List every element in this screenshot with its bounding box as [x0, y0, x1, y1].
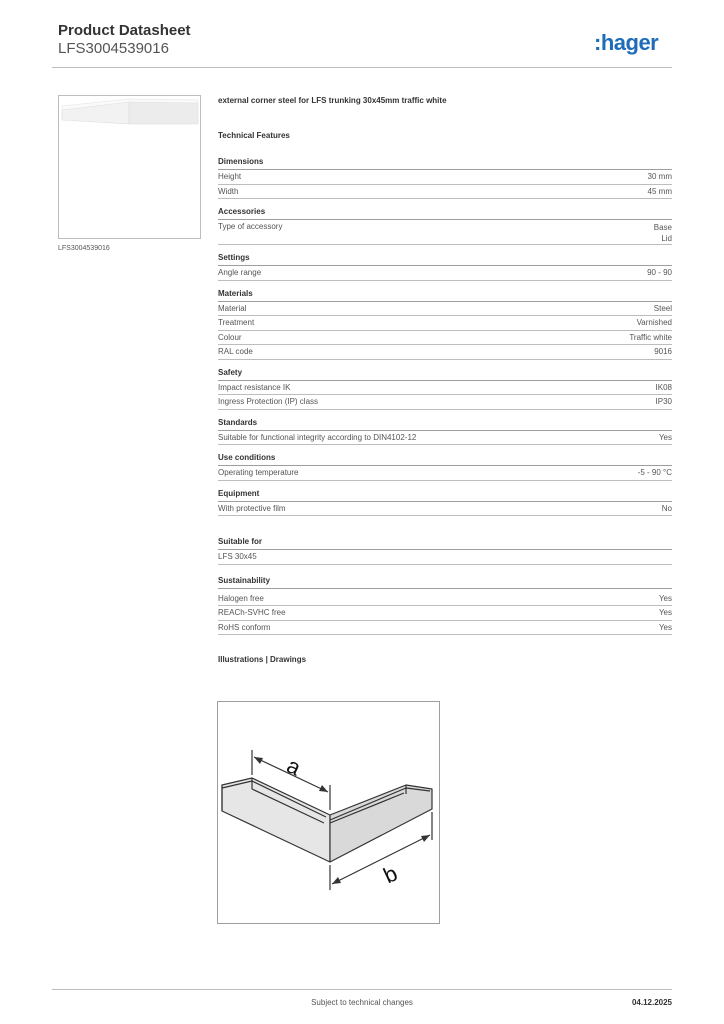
row-value: 45 mm: [647, 186, 672, 196]
group-settings: [218, 252, 672, 281]
technical-features-title: Technical Features: [218, 131, 290, 140]
row-value: IK08: [655, 382, 672, 392]
row-value: Traffic white: [629, 332, 672, 342]
group-accessories: [218, 206, 672, 245]
row-label: Colour: [218, 332, 242, 342]
row-value: Yes: [658, 608, 672, 617]
row-label: Suitable for functional integrity according to DIN4102-12: [218, 432, 417, 442]
document-title: Product Datasheet: [58, 22, 191, 39]
group-safety: [218, 367, 672, 410]
group-materials: [218, 288, 672, 360]
group-title: Equipment: [218, 488, 672, 502]
row-label: REACh-SVHC free: [218, 608, 286, 617]
group-title: Settings: [218, 252, 672, 266]
row-value: No: [661, 503, 672, 513]
group-title: Use conditions: [218, 452, 672, 466]
row-label: LFS 30x45: [218, 552, 257, 561]
group-title: Suitable for: [218, 536, 672, 550]
row-label: Material: [218, 303, 247, 313]
illustrations-title: Illustrations | Drawings: [218, 655, 307, 664]
footer-note: Subject to technical changes: [311, 998, 413, 1007]
row-value: 30 mm: [647, 172, 672, 181]
hager-logo: [594, 30, 658, 56]
table-row: [218, 170, 672, 185]
row-label: Type of accessory: [218, 222, 283, 231]
table-row: [218, 331, 672, 346]
row-label: Halogen free: [218, 593, 264, 603]
table-row: [218, 185, 672, 200]
dimension-label-a: a: [283, 752, 305, 781]
group-sustainability: [218, 575, 672, 636]
table-row: [218, 502, 672, 517]
table-row: [218, 621, 672, 636]
row-value: 90 - 90: [647, 268, 672, 277]
table-row: [218, 266, 672, 281]
row-value: Yes: [658, 622, 672, 632]
group-title: Accessories: [218, 206, 672, 220]
table-row: [218, 395, 672, 410]
product-thumbnail: [58, 95, 201, 239]
row-label: RoHS conform: [218, 622, 271, 632]
logo-dots-icon: :: [594, 30, 601, 55]
logo-text: hager: [600, 30, 659, 55]
group-use-conditions: [218, 452, 672, 481]
header-divider: [52, 67, 672, 68]
product-content: [218, 96, 672, 665]
row-label: Angle range: [218, 268, 262, 277]
table-row: [218, 220, 672, 245]
row-label: Height: [218, 172, 242, 181]
group-equipment: [218, 488, 672, 517]
group-suitable-for: [218, 536, 672, 565]
group-title: Dimensions: [218, 156, 672, 170]
group-standards: [218, 417, 672, 446]
row-value: IP30: [655, 397, 672, 406]
row-value: [654, 222, 672, 244]
group-title: Standards: [218, 417, 672, 431]
row-label: Impact resistance IK: [218, 382, 291, 392]
table-row: [218, 592, 672, 607]
row-value: Varnished: [636, 318, 672, 327]
row-value: Yes: [658, 593, 672, 603]
product-description: external corner steel for LFS trunking 30x45mm traffic white: [218, 96, 447, 105]
table-row: [218, 550, 672, 565]
group-title: Safety: [218, 367, 672, 381]
document-header: [58, 22, 191, 58]
group-title: Sustainability: [218, 575, 672, 589]
row-value: Steel: [653, 303, 672, 313]
row-value: 9016: [654, 347, 672, 356]
table-row: [218, 431, 672, 446]
footer-divider: [52, 989, 672, 990]
product-reference: LFS3004539016: [58, 40, 169, 57]
row-value: -5 - 90 °C: [637, 468, 672, 477]
group-dimensions: [218, 156, 672, 199]
thumbnail-caption: LFS3004539016: [58, 245, 110, 252]
table-row: [218, 381, 672, 396]
table-row: [218, 316, 672, 331]
value-line: Base: [653, 223, 672, 232]
table-row: [218, 302, 672, 317]
row-label: Operating temperature: [218, 468, 299, 477]
row-value: Yes: [658, 432, 672, 442]
value-line: Lid: [661, 234, 672, 243]
row-label: With protective film: [218, 503, 286, 513]
table-row: [218, 466, 672, 481]
row-label: Width: [218, 186, 239, 196]
row-label: Treatment: [218, 318, 255, 327]
corner-drawing: [218, 702, 439, 923]
table-row: [218, 345, 672, 360]
footer-date: 04.12.2025: [631, 998, 672, 1007]
product-image: [59, 96, 200, 238]
group-title: Materials: [218, 288, 672, 302]
table-row: [218, 606, 672, 621]
technical-drawing: [217, 701, 440, 924]
row-label: Ingress Protection (IP) class: [218, 397, 319, 406]
dimension-label-b: b: [379, 860, 402, 889]
row-label: RAL code: [218, 347, 253, 356]
